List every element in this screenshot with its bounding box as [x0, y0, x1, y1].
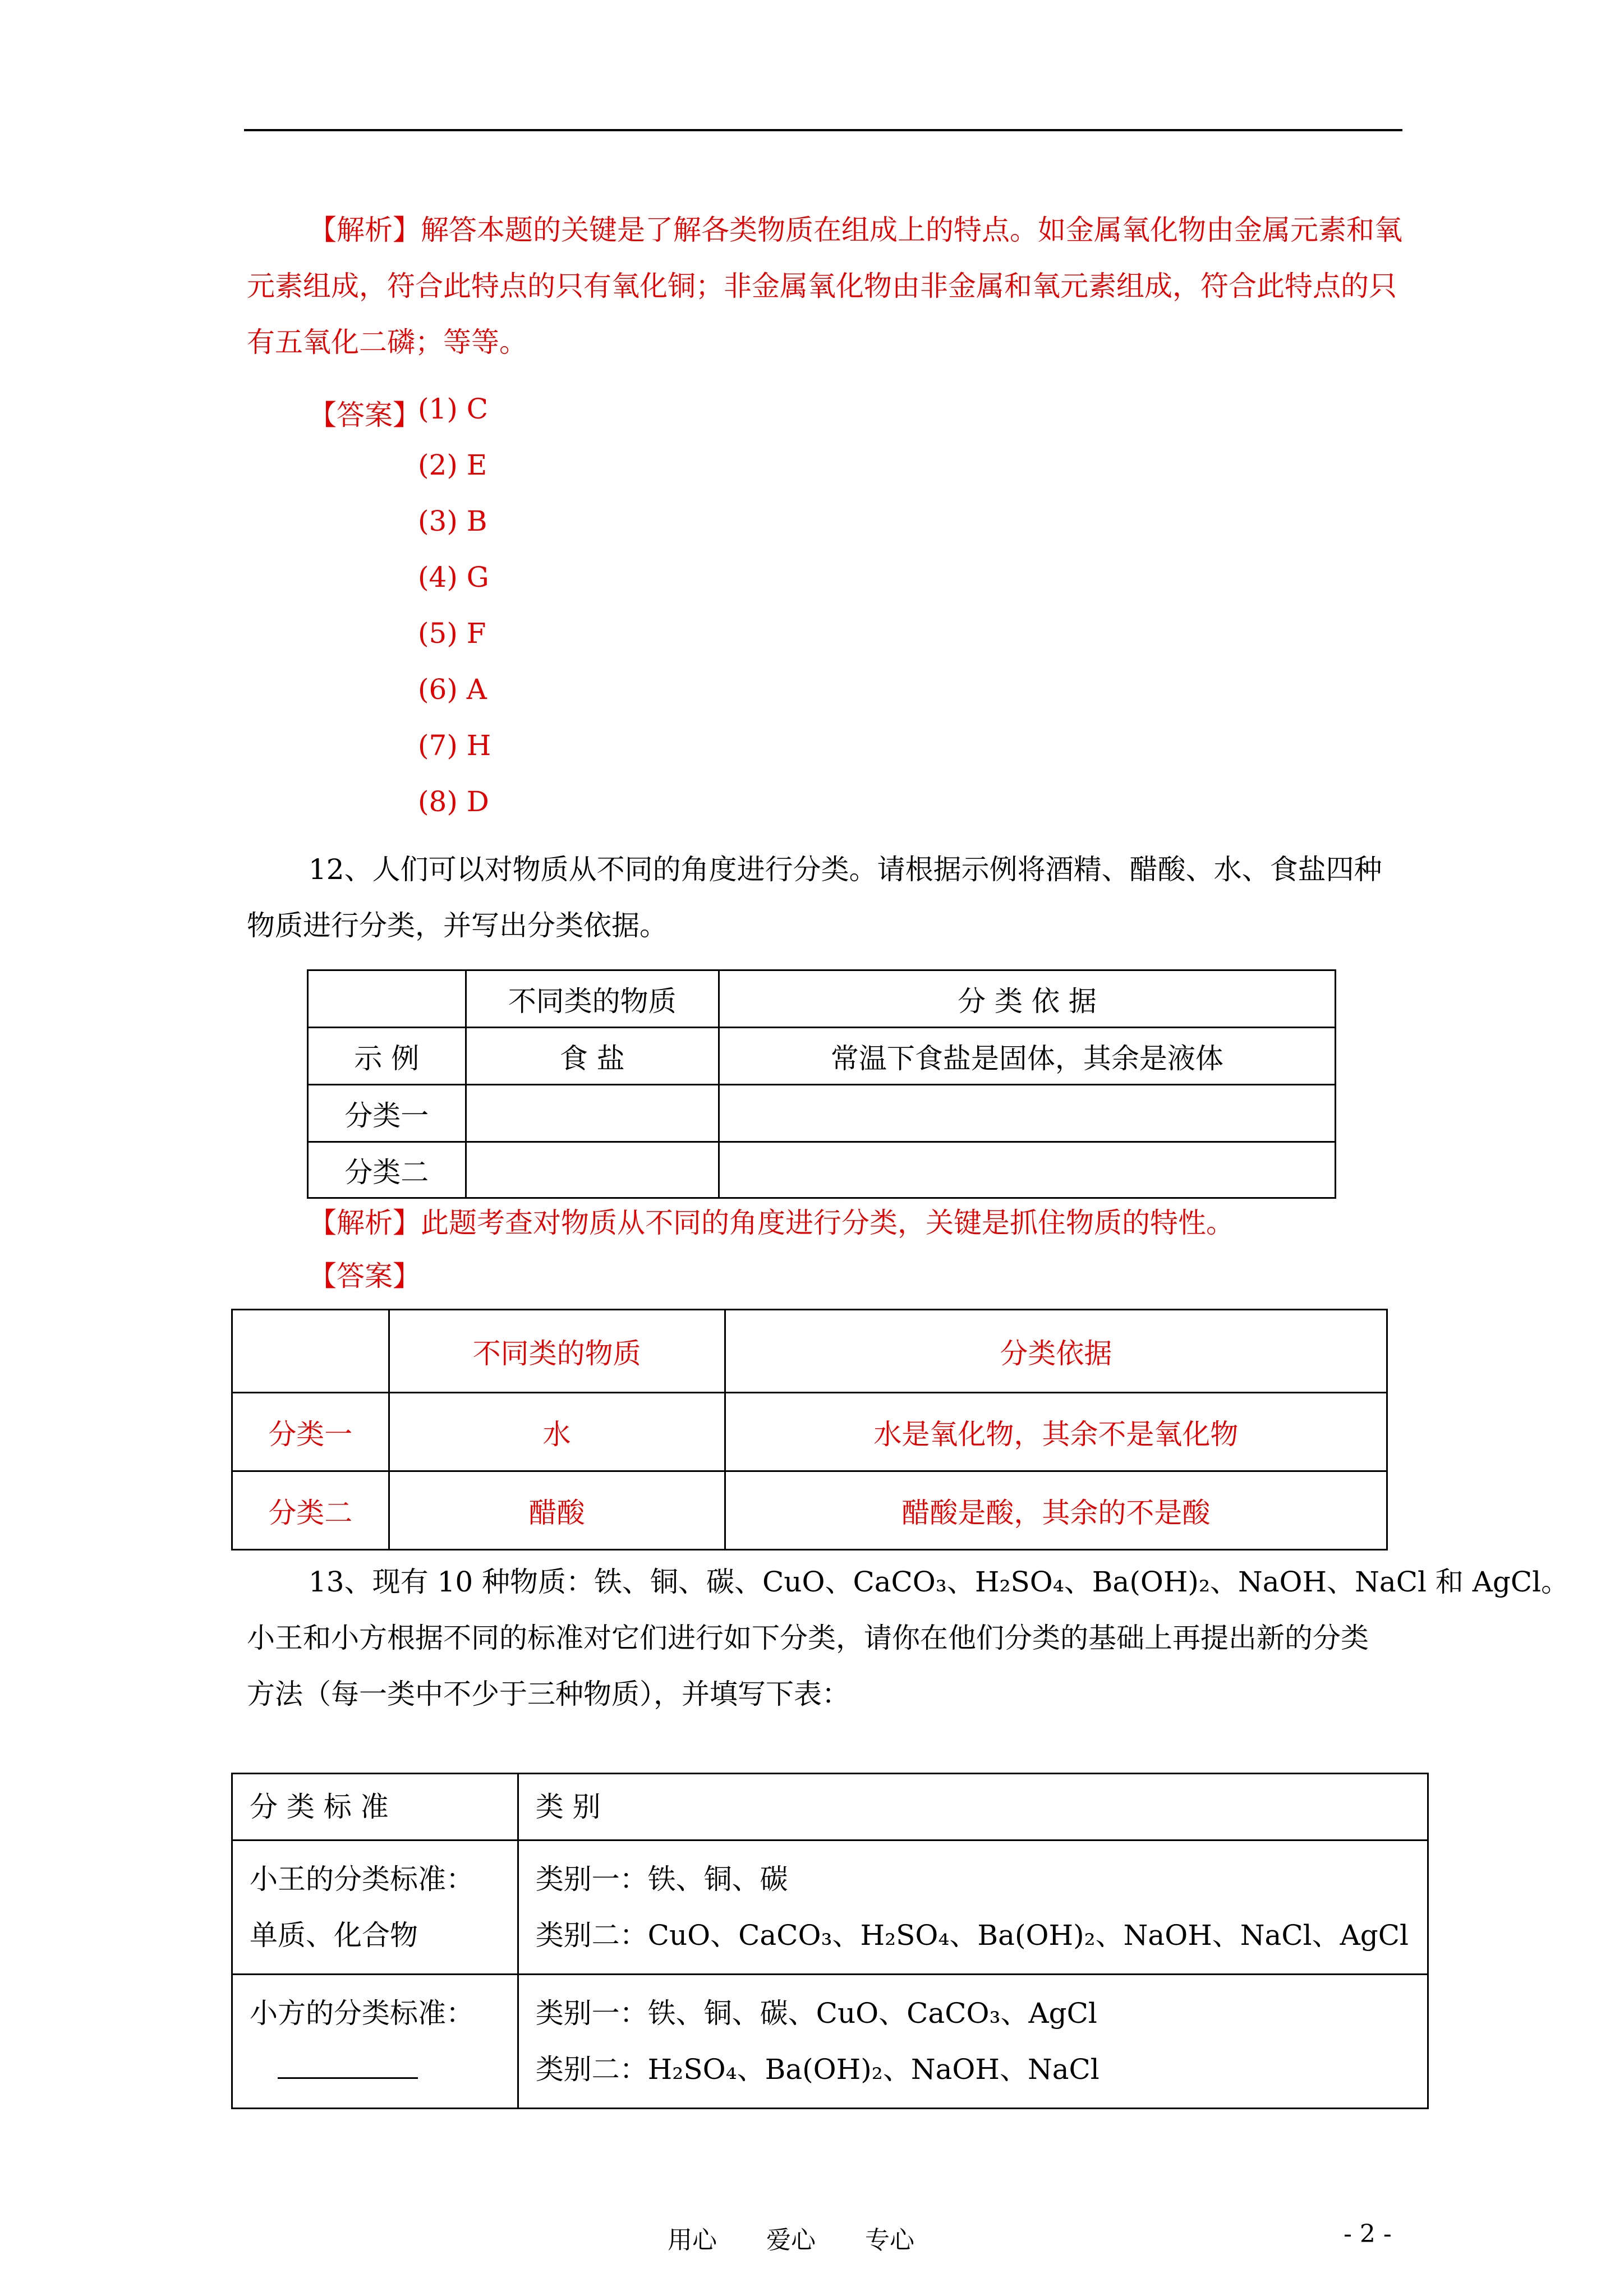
table-cell: [719, 1085, 1335, 1142]
table-header: 分 类 依 据: [719, 970, 1335, 1028]
table-header: 类 别: [518, 1774, 1428, 1841]
analysis-text: 解答本题的关键是了解各类物质在组成上的特点。如金属氧化物由金属元素和氧元素组成，符合此特点的只有氧化铜；非金属氧化物由非金属和氧元素组成，符合此特点的只有五氧化二磷；等等。: [247, 214, 1402, 358]
table-cell: 食 盐: [466, 1028, 719, 1085]
answer-item: (3) B: [418, 505, 487, 537]
analysis-text: 此题考查对物质从不同的角度进行分类，关键是抓住物质的特性。: [421, 1207, 1234, 1239]
answer-table: [231, 1309, 1388, 1550]
table-header: 分 类 标 准: [232, 1774, 518, 1841]
analysis-tag: 【解析】: [309, 1207, 421, 1239]
table-cell: [466, 1142, 719, 1198]
table-cell: [719, 1142, 1335, 1198]
table-cell: 示 例: [308, 1028, 466, 1085]
table-cell: [232, 1841, 518, 1975]
question-12-table: [307, 969, 1336, 1199]
question-13-table: [231, 1773, 1429, 2109]
answer-item: (8) D: [418, 785, 489, 818]
question-13-line: 方法（每一类中不少于三种物质），并填写下表：: [247, 1678, 850, 1710]
table-cell: [518, 1975, 1428, 2109]
cell-line: 类别二：CuO、CaCO₃、H₂SO₄、Ba(OH)₂、NaOH、NaCl、AgCl: [535, 1919, 1409, 1952]
table-header: 不同类的物质: [389, 1310, 725, 1393]
cell-line: 类别二：H₂SO₄、Ba(OH)₂、NaOH、NaCl: [535, 2053, 1099, 2086]
header-rule: [244, 129, 1402, 131]
question-13-line: 小王和小方根据不同的标准对它们进行如下分类，请你在他们分类的基础上再提出新的分类: [247, 1622, 1369, 1654]
cell-line: 类别一：铁、铜、碳: [535, 1863, 788, 1895]
table-cell: [518, 1841, 1428, 1975]
question-12-text: 12、人们可以对物质从不同的角度进行分类。请根据示例将酒精、醋酸、水、食盐四种物质进行分类，并写出分类依据。: [247, 853, 1382, 942]
cell-line: 类别一：铁、铜、碳、CuO、CaCO₃、AgCl: [535, 1997, 1097, 2030]
answer-tag: 【答案】: [309, 399, 421, 431]
cell-line: 小王的分类标准：: [250, 1863, 474, 1895]
page-number: - 2 -: [1344, 2220, 1392, 2248]
answer-item: (2) E: [418, 449, 487, 481]
table-cell: 分类二: [308, 1142, 466, 1198]
table-cell: 水是氧化物，其余不是氧化物: [725, 1393, 1387, 1471]
analysis-paragraph: [247, 202, 1402, 370]
table-cell: [232, 1975, 518, 2109]
table-cell: [466, 1085, 719, 1142]
answer-item: (1) C: [418, 393, 488, 425]
table-cell: 醋酸是酸，其余的不是酸: [725, 1471, 1387, 1550]
footer-motto: 用心 爱心 专心: [668, 2226, 914, 2254]
table-cell: 分类一: [232, 1393, 389, 1471]
table-header: 分类依据: [725, 1310, 1387, 1393]
answer-item: (7) H: [418, 729, 491, 762]
table-cell: [232, 1310, 389, 1393]
table-cell: 水: [389, 1393, 725, 1471]
table-cell: 分类二: [232, 1471, 389, 1550]
analysis-line: [309, 1200, 1234, 1241]
cell-line: 小方的分类标准：: [250, 1997, 474, 2030]
table-cell: 醋酸: [389, 1471, 725, 1550]
table-cell: [308, 970, 466, 1028]
answer-item: (6) A: [418, 673, 487, 706]
table-header: 不同类的物质: [466, 970, 719, 1028]
answer-tag: 【答案】: [309, 1260, 421, 1292]
table-cell: 常温下食盐是固体，其余是液体: [719, 1028, 1335, 1085]
answer-blank-line: [278, 2044, 418, 2079]
answer-item: (4) G: [418, 561, 489, 593]
answer-item: (5) F: [418, 617, 486, 650]
question-13-line: 13、现有 10 种物质：铁、铜、碳、CuO、CaCO₃、H₂SO₄、Ba(OH)₂、NaOH、NaCl 和 AgCl。: [309, 1566, 1570, 1598]
analysis-tag: 【解析】: [309, 214, 421, 246]
table-cell: 分类一: [308, 1085, 466, 1142]
cell-line: 单质、化合物: [250, 1919, 418, 1952]
